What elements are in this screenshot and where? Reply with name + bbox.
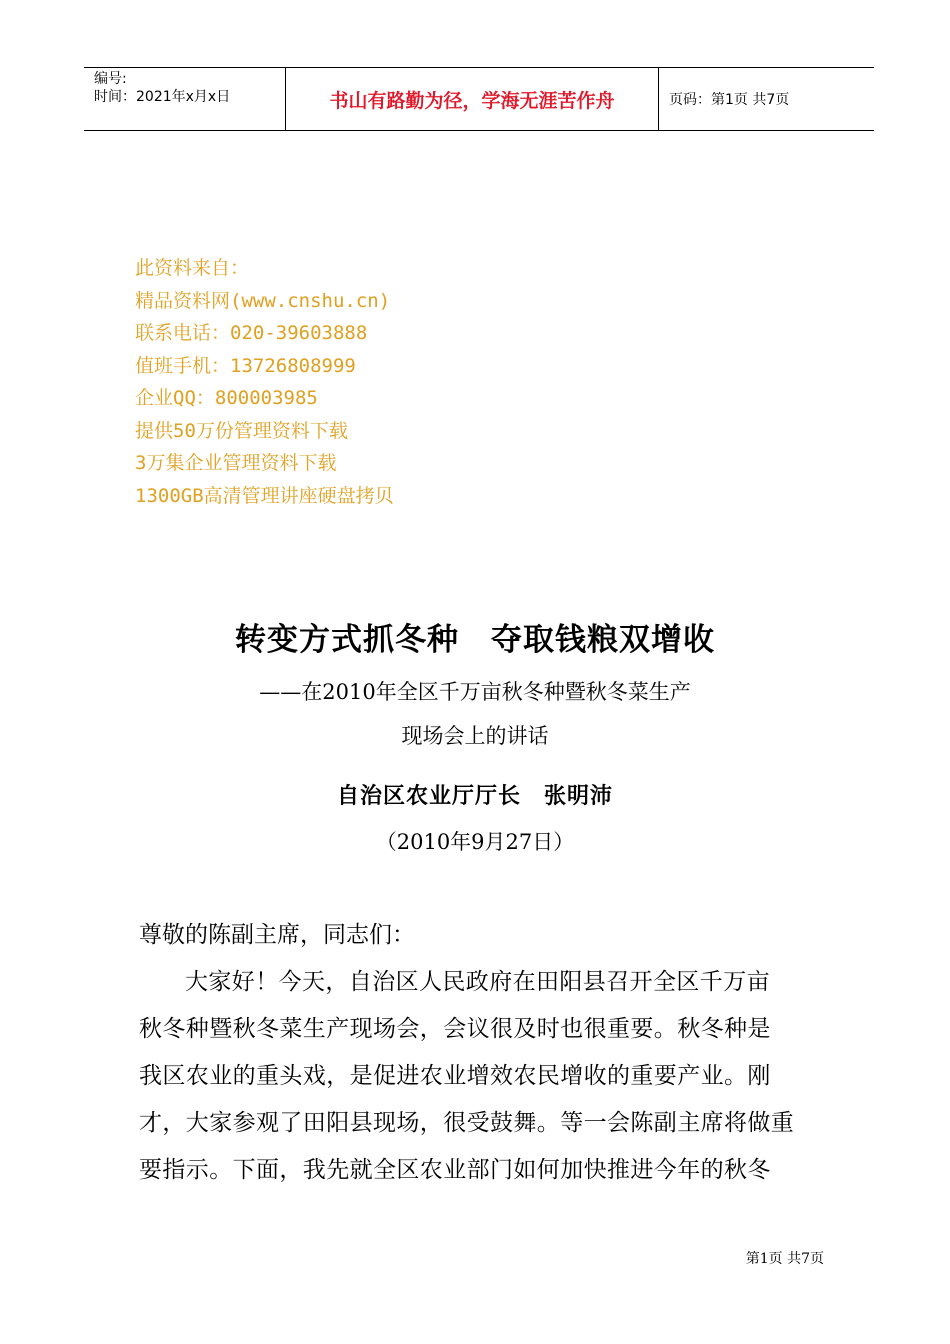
paragraph-line: 大家好！今天，自治区人民政府在田阳县召开全区千万亩 xyxy=(185,969,770,995)
body-text xyxy=(139,912,825,1194)
paragraph-line: 我区农业的重头戏，是促进农业增效农民增收的重要产业。刚 xyxy=(139,1063,771,1089)
subtitle-line: 现场会上的讲话 xyxy=(401,724,549,748)
ad-line: 3万集企业管理资料下载 xyxy=(135,452,337,474)
ad-line: 精品资料网(www.cnshu.cn) xyxy=(135,289,391,312)
speech-date: （2010年9月27日） xyxy=(375,830,575,854)
ad-line: 值班手机：13726808999 xyxy=(135,354,356,377)
ad-line: 此资料来自： xyxy=(135,257,250,279)
header-table xyxy=(84,67,874,131)
time-label: 时间：2021年x月x日 xyxy=(94,89,231,105)
paragraph-line: 秋冬种暨秋冬菜生产现场会，会议很及时也很重要。秋冬种是 xyxy=(139,1016,771,1042)
ad-line: 企业QQ：800003985 xyxy=(135,387,318,409)
subtitle-line: ——在2010年全区千万亩秋冬种暨秋冬菜生产 xyxy=(259,680,691,704)
header-motto: 书山有路勤为径，学海无涯苦作舟 xyxy=(286,68,659,130)
paragraph-line: 要指示。下面，我先就全区农业部门如何加快推进今年的秋冬 xyxy=(139,1157,771,1183)
header-page-info: 页码：第1页 共7页 xyxy=(669,92,790,108)
ad-block xyxy=(135,252,394,512)
ad-line: 联系电话：020-39603888 xyxy=(135,322,368,344)
header-meta xyxy=(84,68,286,130)
ad-line: 1300GB高清管理讲座硬盘拷贝 xyxy=(135,484,394,507)
page-footer: 第1页 共7页 xyxy=(745,1251,824,1267)
paragraph-line: 才，大家参观了田阳县现场，很受鼓舞。等一会陈副主席将做重 xyxy=(139,1110,795,1136)
salutation: 尊敬的陈副主席，同志们： xyxy=(139,922,415,948)
number-label: 编号: xyxy=(94,71,127,87)
ad-line: 提供50万份管理资料下载 xyxy=(135,419,348,442)
author-line: 自治区农业厅厅长 张明沛 xyxy=(336,783,613,809)
document-title: 转变方式抓冬种 夺取钱粮双增收 xyxy=(235,622,715,658)
